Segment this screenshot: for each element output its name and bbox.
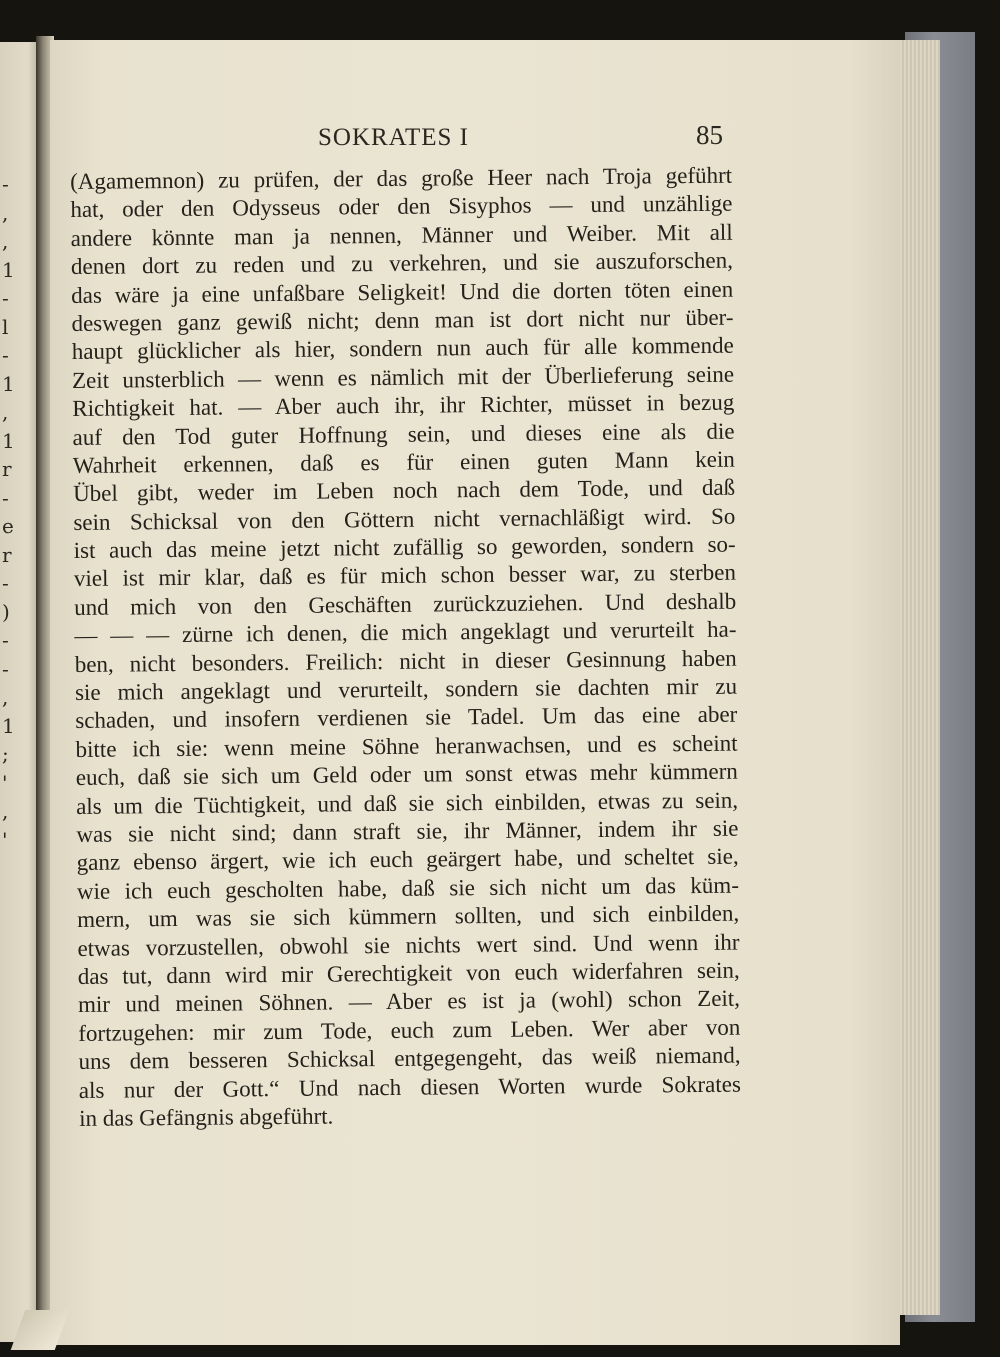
facing-page-line-ends: [0, 42, 20, 1342]
facing-page-mark: ,: [2, 799, 9, 823]
text-line: Übel gibt, weder im Leben noch nach dem Tode, und daß: [73, 474, 736, 507]
facing-page-mark: -: [2, 571, 9, 595]
page-number: 85: [696, 120, 723, 150]
facing-page-mark: r: [2, 542, 12, 567]
facing-page-mark: -: [2, 172, 9, 196]
facing-page-mark: ,: [2, 229, 9, 253]
text-line: deswegen ganz gewiß nicht; denn man ist dort nicht nur über-: [71, 304, 734, 336]
text-line: ben, nicht besonders. Freilich: nicht in dieser Gesinnung haben: [74, 645, 737, 677]
facing-page-mark: 1: [2, 371, 15, 396]
facing-page-mark: -: [2, 343, 9, 367]
text-line: sein Schicksal von den Göttern nicht vernachläßigt wird. So: [73, 503, 736, 535]
text-line: bitte ich sie: wenn meine Söhne heranwachsen, und es scheint: [75, 730, 738, 762]
text-line: etwas vorzustellen, obwohl sie nichts wert sind. Und wenn ihr: [77, 929, 740, 961]
facing-page-mark: -: [2, 286, 9, 310]
text-line: sie mich angeklagt und verurteilt, sondern sie dachten mir zu: [74, 673, 738, 706]
facing-page-mark: l: [2, 314, 9, 339]
text-line: und mich von den Geschäften zurückzuziehen. Und deshalb: [74, 588, 737, 620]
facing-page-edge: [0, 42, 40, 1342]
facing-page-mark: -: [2, 628, 9, 652]
facing-page-mark: 1: [2, 257, 15, 282]
text-line: mir und meinen Söhnen. — Aber es ist ja (wohl) schon Zeit,: [77, 985, 741, 1018]
text-line: viel ist mir klar, daß es für mich schon besser war, zu sterben: [73, 560, 737, 592]
text-line: haupt glücklicher als hier, sondern nun auch für alle kommende: [71, 332, 734, 365]
text-line: — — — zürne ich denen, die mich angeklagt und verurteilt ha-: [74, 616, 737, 649]
text-line: hat, oder den Odysseus oder den Sisyphos — und unzählige: [70, 191, 733, 223]
text-line: uns dem besseren Schicksal entgegengeht, das weiß niemand,: [78, 1042, 741, 1075]
facing-page-mark: ': [2, 827, 8, 852]
text-line: fortzugehen: mir zum Tode, euch zum Leben. Wer aber von: [78, 1014, 741, 1046]
text-line: Zeit unsterblich — wenn es nämlich mit der Überlieferung seine: [71, 361, 735, 393]
text-line: das tut, dann wird mir Gerechtigkeit von euch widerfahren sein,: [77, 957, 740, 989]
text-line: andere könnte man ja nennen, Männer und Weiber. Mit all: [70, 219, 733, 251]
facing-page-mark: ,: [2, 685, 9, 709]
text-line: ist auch das meine jetzt nicht zufällig so geworden, sondern so-: [73, 531, 736, 564]
facing-page-mark: 1: [2, 428, 15, 453]
text-line: Richtigkeit hat. — Aber auch ihr, ihr Richter, müsset in bezug: [72, 389, 735, 422]
text-line: denen dort zu reden und zu verkehren, und sie auszuforschen,: [70, 247, 734, 280]
page-title: SOKRATES I: [318, 124, 469, 151]
text-line: in das Gefängnis abgeführt.: [79, 1103, 334, 1131]
text-line: das wäre ja eine unfaßbare Seligkeit! Und die dorten töten einen: [71, 276, 734, 308]
text-line: Wahrheit erkennen, daß es für einen guten Mann kein: [72, 446, 735, 478]
facing-page-mark: 1: [2, 713, 15, 738]
text-line: auf den Tod guter Hoffnung sein, und dieses eine als die: [72, 418, 735, 450]
text-line: ganz ebenso ärgert, wie ich euch geärgert habe, und scheltet sie,: [76, 843, 739, 876]
text-line: (Agamemnon) zu prüfen, der das große Heer nach Troja geführt: [70, 162, 733, 194]
body-text: [70, 162, 741, 1134]
text-line: mern, um was sie sich kümmern sollten, und sich einbilden,: [77, 900, 740, 933]
text-line: euch, daß sie sich um Geld oder um sonst etwas mehr kümmern: [75, 758, 738, 791]
text-line: wie ich euch gescholten habe, daß sie sich nicht um das küm-: [76, 872, 740, 904]
text-line: als um die Tüchtigkeit, und daß sie sich einbilden, etwas zu sein,: [76, 787, 739, 819]
facing-page-mark: r: [2, 457, 12, 481]
text-line: als nur der Gott.“ Und nach diesen Worten wurde Sokrates: [78, 1071, 741, 1103]
book-page: [50, 40, 900, 1345]
facing-page-mark: ;: [2, 742, 9, 766]
facing-page-mark: -: [2, 656, 9, 681]
facing-page-mark: e: [2, 514, 14, 538]
running-head: [50, 120, 900, 160]
facing-page-mark: ,: [2, 200, 9, 225]
facing-page-mark: -: [2, 485, 9, 510]
facing-page-mark: ': [2, 770, 8, 795]
facing-page-mark: ): [2, 599, 10, 624]
text-line: schaden, und insofern verdienen sie Tadel. Um das eine aber: [75, 702, 738, 734]
text-line: was sie nicht sind; dann straft sie, ihr Männer, indem ihr sie: [76, 815, 739, 847]
facing-page-mark: ,: [2, 400, 9, 424]
